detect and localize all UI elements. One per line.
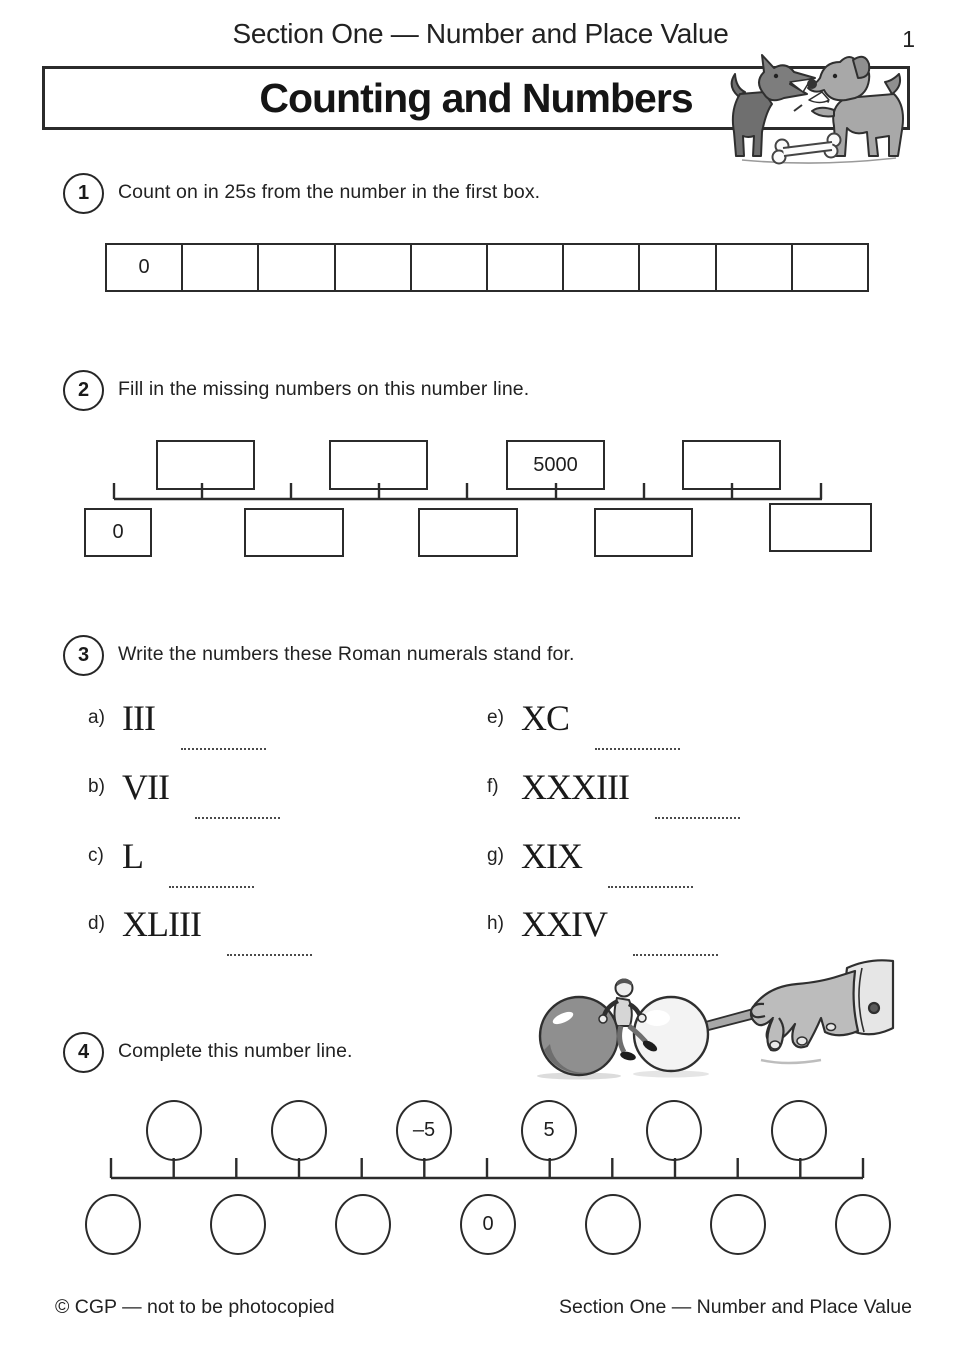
roman-item-g [487, 838, 693, 888]
q2-bottom-answer-box[interactable] [769, 503, 872, 552]
q1-answer-cell[interactable] [793, 245, 867, 290]
q1-answer-cell[interactable] [564, 245, 640, 290]
roman-item-e [487, 700, 680, 750]
page-number: 1 [902, 26, 915, 52]
q4-number-line [108, 1154, 866, 1180]
copyright-notice: © CGP — not to be photocopied [55, 1296, 335, 1318]
roman-item-a [88, 700, 266, 750]
q1-answer-cell[interactable] [183, 245, 259, 290]
roman-item-c [88, 838, 254, 888]
page-title: Counting and Numbers [259, 74, 693, 121]
q1-answer-cell[interactable] [717, 245, 793, 290]
q2-bottom-answer-box[interactable] [418, 508, 518, 557]
roman-item-b [88, 769, 280, 819]
q4-bottom-answer-circle[interactable] [210, 1194, 266, 1255]
roman-answer-dots[interactable] [169, 838, 254, 888]
roman-numeral: L [122, 836, 143, 876]
q2-bottom-answer-box[interactable] [244, 508, 344, 557]
question-1-prompt: Count on in 25s from the number in the first box. [118, 181, 541, 203]
item-label: g) [487, 845, 504, 866]
item-label: d) [88, 913, 105, 934]
question-1-badge [63, 173, 104, 214]
question-2-badge [63, 370, 104, 411]
q1-counting-strip [105, 243, 869, 292]
q2-bottom-answer-box[interactable] [594, 508, 693, 557]
q1-answer-cell[interactable] [488, 245, 564, 290]
item-label: e) [487, 707, 504, 728]
q2-number-line [110, 477, 826, 501]
q4-bottom-answer-circle[interactable] [335, 1194, 391, 1255]
item-label: c) [88, 845, 104, 866]
q4-bottom-answer-circle[interactable] [710, 1194, 766, 1255]
item-label: h) [487, 913, 504, 934]
roman-answer-dots[interactable] [227, 906, 312, 956]
q4-top-answer-circle[interactable] [771, 1100, 827, 1161]
q4-top-answer-circle[interactable] [646, 1100, 702, 1161]
dogs-arguing-illustration [726, 48, 910, 170]
q1-answer-cell[interactable] [259, 245, 335, 290]
q2-bottom-given-box: 0 [84, 508, 152, 557]
q4-top-answer-circle[interactable] [146, 1100, 202, 1161]
roman-answer-dots[interactable] [655, 769, 740, 819]
roman-numeral: XXIV [521, 904, 607, 944]
roman-answer-dots[interactable] [195, 769, 280, 819]
roman-item-d [88, 906, 312, 956]
item-label: b) [88, 776, 105, 797]
roman-numeral: XIX [521, 836, 582, 876]
question-3-badge [63, 635, 104, 676]
billiards-hand-illustration [525, 928, 895, 1080]
q1-answer-cell[interactable] [412, 245, 488, 290]
question-3-prompt: Write the numbers these Roman numerals stand for. [118, 643, 575, 665]
question-1-number: 1 [77, 182, 90, 204]
item-label: a) [88, 707, 105, 728]
q2-top-given-box: 5000 [506, 440, 605, 490]
q4-bottom-answer-circle[interactable] [585, 1194, 641, 1255]
question-3-number: 3 [77, 644, 90, 666]
q4-top-given-circle: 5 [521, 1100, 577, 1161]
roman-item-f [487, 769, 740, 819]
footer-section-title: Section One — Number and Place Value [559, 1296, 912, 1318]
q1-answer-cell[interactable] [336, 245, 412, 290]
roman-numeral: XLIII [122, 904, 201, 944]
question-4-prompt: Complete this number line. [118, 1040, 353, 1062]
question-2-number: 2 [77, 379, 90, 401]
q4-bottom-given-circle: 0 [460, 1194, 516, 1255]
roman-numeral: XC [521, 698, 570, 738]
roman-answer-dots[interactable] [181, 700, 266, 750]
question-2-prompt: Fill in the missing numbers on this number line. [118, 378, 530, 400]
section-header: Section One — Number and Place Value [232, 18, 729, 49]
q4-top-answer-circle[interactable] [271, 1100, 327, 1161]
q4-bottom-answer-circle[interactable] [835, 1194, 891, 1255]
q4-bottom-answer-circle[interactable] [85, 1194, 141, 1255]
item-label: f) [487, 776, 499, 797]
roman-numeral: XXXIII [521, 767, 629, 807]
roman-numeral: VII [122, 767, 169, 807]
q1-answer-cell[interactable] [640, 245, 716, 290]
roman-answer-dots[interactable] [595, 700, 680, 750]
q4-top-given-circle: –5 [396, 1100, 452, 1161]
q1-given-cell: 0 [107, 245, 183, 290]
roman-numeral: III [122, 698, 155, 738]
question-4-badge [63, 1032, 104, 1073]
question-4-number: 4 [77, 1041, 90, 1063]
roman-answer-dots[interactable] [608, 838, 693, 888]
